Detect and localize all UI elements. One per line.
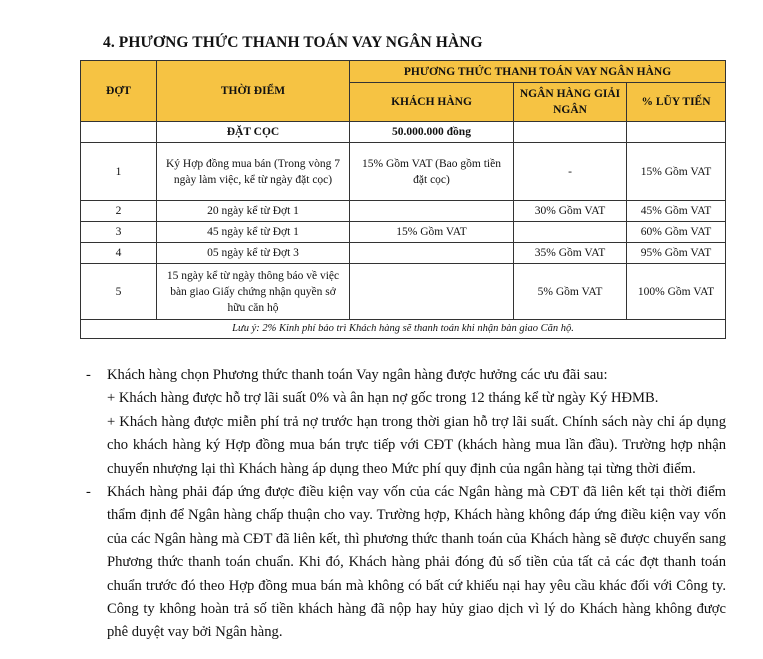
cell-khach-hang [350,201,514,222]
cell-ngan-hang: - [514,143,627,201]
cell-ngan-hang [514,122,627,143]
bullet-intro: Khách hàng chọn Phương thức thanh toán Vay ngân hàng được hưởng các ưu đãi sau: [107,367,608,383]
cell-dot [81,122,157,143]
cell-khach-hang: 15% Gồm VAT (Bao gồm tiền đặt cọc) [350,143,514,201]
table-row [81,264,726,320]
sub-item-prepayment: + Khách hàng được miễn phí trả nợ trước hạn trong thời gian hỗ trợ lãi suất. Chính sách này chỉ áp dụng cho khách hàng ký Hợp đồng mua bán trực tiếp với CĐT (khách hàng mua lần đầu). Trường hợp nhận chuyển nhượng lại thì Khách hàng áp dụng theo Mức phí quy định của ngân hàng tại từng thời điểm. [107,413,726,477]
payment-table [80,60,726,339]
sub-item-interest: + Khách hàng được hỗ trợ lãi suất 0% và ân hạn nợ gốc trong 12 tháng kể từ ngày Ký HĐMB. [107,390,659,407]
cell-ngan-hang: 5% Gồm VAT [514,264,627,320]
header-ngan-hang: NGÂN HÀNG GIẢI NGÂN [514,83,627,122]
cell-thoi-diem: 05 ngày kể từ Đợt 3 [157,243,350,264]
cell-dot: 2 [81,201,157,222]
section-heading: 4. PHƯƠNG THỨC THANH TOÁN VAY NGÂN HÀNG [103,34,483,51]
table-row [81,243,726,264]
cell-luy-tien: 15% Gồm VAT [627,143,726,201]
cell-ngan-hang [514,222,627,243]
cell-luy-tien: 100% Gồm VAT [627,264,726,320]
cell-luy-tien: 45% Gồm VAT [627,201,726,222]
cell-thoi-diem: 15 ngày kể từ ngày thông báo về việc bàn giao Giấy chứng nhận quyền sở hữu căn hộ [157,264,350,320]
cell-ngan-hang: 35% Gồm VAT [514,243,627,264]
cell-khach-hang [350,243,514,264]
cell-dot: 5 [81,264,157,320]
table-row [81,122,726,143]
cell-thoi-diem: 45 ngày kể từ Đợt 1 [157,222,350,243]
cell-thoi-diem: Ký Hợp đồng mua bán (Trong vòng 7 ngày làm việc, kể từ ngày đặt cọc) [157,143,350,201]
cell-luy-tien: 95% Gồm VAT [627,243,726,264]
table-row [81,201,726,222]
cell-dot: 3 [81,222,157,243]
cell-luy-tien: 60% Gồm VAT [627,222,726,243]
bullet-dash: - [86,367,91,383]
header-group: PHƯƠNG THỨC THANH TOÁN VAY NGÂN HÀNG [350,61,726,83]
cell-khach-hang: 50.000.000 đồng [350,122,514,143]
table-note: Lưu ý: 2% Kinh phí bảo trì Khách hàng sẽ thanh toán khi nhận bàn giao Căn hộ. [81,320,726,339]
bullet-dash: - [86,484,91,501]
cell-khach-hang [350,264,514,320]
cell-thoi-diem: 20 ngày kể từ Đợt 1 [157,201,350,222]
bullet-conditions [86,481,726,645]
table-row [81,222,726,243]
cell-thoi-diem: ĐẶT CỌC [157,122,350,143]
header-luy-tien: % LŨY TIẾN [627,83,726,122]
header-khach-hang: KHÁCH HÀNG [350,83,514,122]
cell-khach-hang: 15% Gồm VAT [350,222,514,243]
bullet-benefits [86,364,726,387]
cell-dot: 1 [81,143,157,201]
bullet-conditions-text: Khách hàng phải đáp ứng được điều kiện vay vốn của các Ngân hàng mà CĐT đã liên kết tại thời điểm thẩm định để Ngân hàng chấp thuận cho vay. Trường hợp, Khách hàng không đáp ứng điều kiện vay vốn của các Ngân hàng mà CĐT đã liên kết, thì phương thức thanh toán của Khách hàng sẽ được chuyển sang Phương thức thanh toán chuẩn. Khi đó, Khách hàng phải đóng đủ số tiền của tất cả các đợt thanh toán chuẩn trước đó theo Hợp đồng mua bán mà không có bất cứ khiếu nại hay yêu cầu khác đối với Công ty. Công ty không hoàn trả số tiền khách hàng đã nộp hay hủy giao dịch vì lý do Khách hàng không được phê duyệt vay bởi Ngân hàng. [107,484,726,641]
header-dot: ĐỢT [81,61,157,122]
cell-ngan-hang: 30% Gồm VAT [514,201,627,222]
body-text [86,364,726,645]
table-row [81,143,726,201]
cell-dot: 4 [81,243,157,264]
header-thoi-diem: THỜI ĐIỂM [157,61,350,122]
sub-list [86,387,726,481]
cell-luy-tien [627,122,726,143]
